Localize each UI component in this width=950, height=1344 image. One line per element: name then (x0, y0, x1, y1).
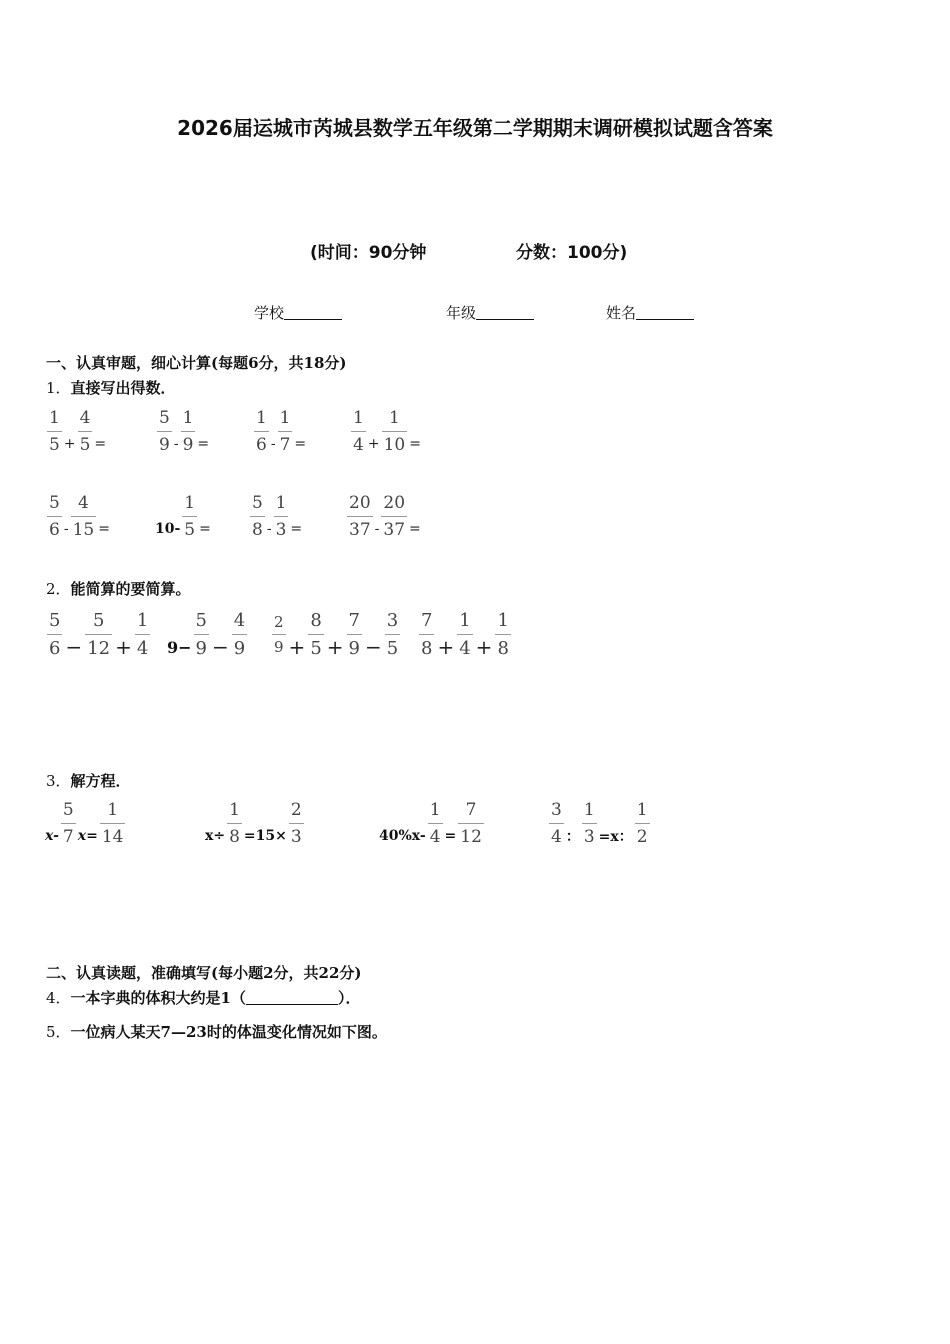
fraction-bar (135, 634, 150, 635)
numerator: 5 (195, 610, 207, 631)
numerator: 1 (497, 610, 509, 631)
numerator: 5 (92, 610, 105, 631)
fraction (227, 802, 242, 846)
denominator: 9 (159, 435, 170, 455)
q2-text: 能简算的要简算。 (70, 580, 191, 598)
q3-title (46, 770, 131, 791)
math-operator: - (266, 521, 272, 537)
numerator: 1 (429, 800, 441, 820)
math-operator: = (294, 436, 307, 452)
math-operator: x÷ (205, 828, 226, 844)
q1-number: 1． (46, 379, 71, 397)
denominator: 3 (275, 520, 287, 540)
fraction-bar (278, 431, 293, 432)
q3-number: 3． (46, 772, 71, 790)
denominator: 4 (429, 827, 441, 847)
q1-item-g (249, 495, 303, 539)
fraction (78, 410, 93, 454)
q2-item-b (166, 612, 248, 658)
numerator: 7 (348, 610, 360, 631)
numerator: 5 (159, 408, 170, 428)
fraction-bar (61, 823, 76, 824)
math-operator: + (63, 436, 76, 452)
q4-number: 4． (46, 989, 71, 1007)
q1-item-f (154, 495, 212, 539)
q1-item-b (156, 410, 210, 454)
numerator: 2 (274, 613, 284, 631)
denominator: 4 (136, 638, 149, 659)
denominator: 5 (49, 435, 60, 455)
numerator: 1 (182, 408, 194, 428)
math-operator: 9− (167, 637, 192, 657)
denominator: 5 (184, 520, 196, 540)
q2-item-c (271, 612, 401, 658)
q3-item-c (378, 802, 485, 846)
q4-tail: ）． (338, 989, 361, 1007)
numerator: 8 (310, 610, 322, 631)
math-operator: = (290, 521, 303, 537)
numerator: 1 (49, 408, 60, 428)
denominator: 8 (497, 638, 509, 659)
numerator: 4 (79, 408, 91, 428)
math-operator: = (409, 521, 421, 537)
denominator: 15 (72, 520, 95, 540)
denominator: 4 (353, 435, 364, 455)
fraction (635, 802, 650, 846)
fraction-bar (182, 516, 197, 517)
q3-item-b (204, 802, 305, 846)
q3-item-a (44, 802, 126, 846)
fraction-bar (347, 634, 362, 635)
denominator: 14 (101, 827, 124, 847)
math-operator: = (98, 521, 110, 537)
fraction (308, 612, 323, 658)
math-operator: = (444, 828, 457, 844)
numerator: 1 (256, 408, 267, 428)
math-operator: − (364, 635, 382, 659)
denominator: 7 (62, 827, 74, 847)
exam-time: (时间：90分钟 (310, 243, 427, 263)
fraction (457, 612, 472, 658)
q4 (46, 987, 361, 1008)
school-label: 学校 (254, 304, 285, 322)
q1-title (46, 377, 176, 398)
fraction-bar (382, 431, 408, 432)
numerator: 1 (459, 610, 471, 631)
q5 (46, 1021, 387, 1042)
fraction (274, 495, 289, 539)
numerator: 5 (62, 800, 74, 820)
numerator: 4 (77, 493, 89, 513)
fraction (47, 612, 62, 658)
name-label: 姓名 (606, 304, 637, 322)
fraction (382, 410, 408, 454)
denominator: 12 (460, 827, 482, 847)
math-operator: - (270, 436, 276, 452)
fraction (135, 612, 150, 658)
q4-text: 一本字典的体积大约是1（ (70, 989, 246, 1007)
numerator: 1 (229, 800, 240, 820)
math-operator: = (409, 436, 421, 452)
fraction (381, 495, 407, 539)
fraction (458, 802, 484, 846)
denominator: 2 (636, 827, 648, 847)
denominator: 4 (551, 827, 562, 847)
fraction (182, 495, 197, 539)
q5-number: 5． (46, 1023, 71, 1041)
fraction-bar (582, 823, 597, 824)
q2-title (46, 578, 191, 599)
q4-answer-blank[interactable] (246, 991, 338, 1005)
denominator: 6 (49, 638, 61, 659)
denominator: 8 (252, 520, 263, 540)
fraction-bar (272, 634, 286, 635)
q1-item-d (350, 410, 422, 454)
denominator: 4 (459, 638, 471, 659)
fraction-bar (635, 823, 650, 824)
fraction-bar (250, 516, 265, 517)
fraction-bar (347, 516, 373, 517)
math-operator: 10- (155, 521, 181, 537)
name-field[interactable] (606, 302, 694, 323)
q5-text: 一位病人某天7—23时的体温变化情况如下图。 (70, 1023, 387, 1041)
math-operator: + (475, 635, 493, 659)
math-operator: − (65, 635, 83, 659)
fraction (278, 410, 293, 454)
denominator: 5 (386, 638, 399, 659)
fraction-bar (381, 516, 407, 517)
math-operator: = (199, 521, 211, 537)
numerator: 2 (290, 800, 302, 820)
fraction-bar (308, 634, 323, 635)
math-operator: 40%x- (379, 828, 426, 844)
math-operator: =15× (243, 828, 287, 844)
q3-text: 解方程． (70, 772, 131, 790)
numerator: 1 (275, 493, 287, 513)
fraction-bar (351, 431, 366, 432)
numerator: 5 (49, 610, 61, 631)
fraction-bar (232, 634, 247, 635)
denominator: 5 (310, 638, 322, 659)
fraction-bar (157, 431, 172, 432)
denominator: 7 (279, 435, 291, 455)
denominator: 9 (233, 638, 246, 659)
school-field[interactable] (254, 302, 342, 323)
math-operator: + (288, 635, 306, 659)
fraction-bar (549, 823, 564, 824)
numerator: 1 (107, 800, 119, 820)
fraction (385, 612, 400, 658)
q2-item-d (418, 612, 512, 658)
fraction-bar (495, 634, 510, 635)
fraction-bar (78, 431, 93, 432)
numerator: 1 (583, 800, 595, 820)
fraction (351, 410, 366, 454)
denominator: 6 (256, 435, 267, 455)
denominator: 5 (79, 435, 91, 455)
fraction-bar (100, 823, 126, 824)
math-operator: x- (45, 828, 59, 844)
numerator: 5 (252, 493, 263, 513)
fraction (61, 802, 76, 846)
denominator: 9 (195, 638, 207, 659)
fraction (47, 410, 62, 454)
page-title: 2026届运城市芮城县数学五年级第二学期期末调研模拟试题含答案 (177, 116, 773, 140)
fraction (85, 612, 112, 658)
fraction (181, 410, 196, 454)
fraction (419, 612, 434, 658)
q1-item-h (346, 495, 422, 539)
math-operator: x= (77, 828, 98, 844)
numerator: 20 (349, 493, 371, 513)
q1-text: 直接写出得数． (70, 379, 176, 397)
name-blank[interactable] (636, 305, 694, 320)
fraction (347, 495, 373, 539)
fraction-bar (47, 516, 62, 517)
fraction (289, 802, 304, 846)
denominator: 9 (274, 638, 284, 656)
fraction-bar (254, 431, 269, 432)
numerator: 3 (551, 800, 562, 820)
fraction-bar (47, 634, 62, 635)
numerator: 5 (49, 493, 60, 513)
q1-item-c (253, 410, 307, 454)
denominator: 8 (421, 638, 433, 659)
exam-score: 分数：100分) (516, 243, 628, 263)
denominator: 37 (383, 520, 406, 540)
fraction-bar (227, 823, 242, 824)
numerator: 4 (233, 610, 246, 631)
school-blank[interactable] (284, 305, 342, 320)
q2-number: 2． (46, 580, 71, 598)
denominator: 8 (229, 827, 240, 847)
math-operator: = (197, 436, 210, 452)
numerator: 1 (353, 408, 364, 428)
numerator: 3 (386, 610, 399, 631)
grade-label: 年级 (446, 304, 477, 322)
numerator: 1 (279, 408, 291, 428)
denominator: 9 (182, 435, 194, 455)
fraction (232, 612, 247, 658)
denominator: 9 (348, 638, 360, 659)
fraction-bar (85, 634, 112, 635)
fraction (495, 612, 510, 658)
fraction-bar (47, 431, 62, 432)
q1-item-a (46, 410, 107, 454)
q3-item-d (548, 802, 651, 846)
fraction-bar (274, 516, 289, 517)
math-operator: + (115, 635, 132, 659)
denominator: 6 (49, 520, 60, 540)
math-operator: =x： (598, 829, 633, 845)
fraction (194, 612, 209, 658)
math-operator: - (374, 521, 380, 537)
numerator: 1 (636, 800, 648, 820)
fraction-bar (458, 823, 484, 824)
denominator: 3 (583, 827, 595, 847)
numerator: 7 (465, 800, 477, 820)
fraction (272, 615, 286, 655)
grade-field[interactable] (446, 302, 534, 323)
denominator: 37 (349, 520, 371, 540)
denominator: 10 (383, 435, 406, 455)
fraction-bar (194, 634, 209, 635)
fraction (582, 802, 597, 846)
q1-item-e (46, 495, 111, 539)
fraction-bar (385, 634, 400, 635)
section2-heading: 二、认真读题，准确填写(每小题2分，共22分) (46, 964, 362, 982)
fraction (347, 612, 362, 658)
fraction (47, 495, 62, 539)
section1-heading: 一、认真审题，细心计算(每题6分，共18分) (46, 354, 347, 372)
fraction-bar (71, 516, 97, 517)
math-operator: - (173, 436, 179, 452)
fraction-bar (457, 634, 472, 635)
math-operator: + (437, 635, 455, 659)
numerator: 1 (388, 408, 400, 428)
fraction (71, 495, 97, 539)
math-operator: ： (565, 829, 580, 845)
q2-item-a (46, 612, 151, 658)
numerator: 1 (136, 610, 149, 631)
math-operator: + (326, 635, 344, 659)
denominator: 3 (290, 827, 302, 847)
fraction (254, 410, 269, 454)
math-operator: + (367, 436, 380, 452)
fraction (428, 802, 443, 846)
math-operator: − (212, 635, 229, 659)
fraction (549, 802, 564, 846)
fraction (157, 410, 172, 454)
fraction (100, 802, 126, 846)
fraction-bar (428, 823, 443, 824)
fraction (250, 495, 265, 539)
math-operator: = (94, 436, 107, 452)
fraction-bar (419, 634, 434, 635)
fraction-bar (181, 431, 196, 432)
grade-blank[interactable] (476, 305, 534, 320)
numerator: 20 (383, 493, 406, 513)
denominator: 12 (87, 638, 111, 659)
numerator: 1 (184, 493, 196, 513)
math-operator: - (63, 521, 69, 537)
fraction-bar (289, 823, 304, 824)
numerator: 7 (421, 610, 433, 631)
